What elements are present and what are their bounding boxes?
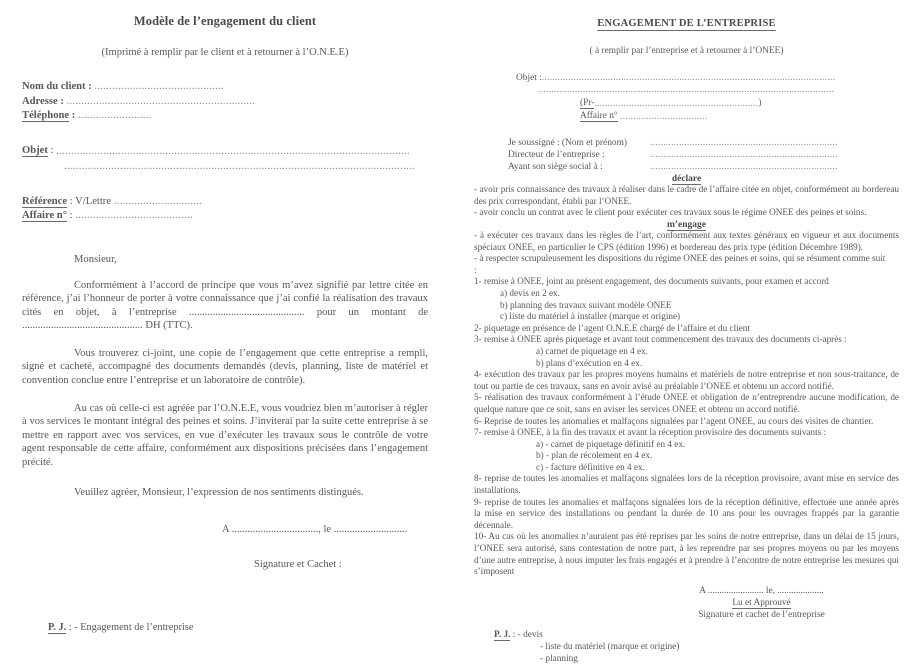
field-dots-objet-line1[interactable]: ........................................................................................................................	[56, 145, 410, 157]
pj-item-planning: - planning	[540, 653, 578, 664]
field-dots-pr[interactable]: ..............................................................	[594, 98, 759, 109]
client-engagement-column	[0, 0, 456, 645]
field-separator: :	[67, 195, 76, 207]
page-title-left: Modèle de l’engagement du client	[133, 14, 317, 28]
section-heading-declare-text: déclare	[671, 174, 702, 185]
section-heading-mengage	[474, 220, 899, 230]
body-paragraph-1: Conformément à l’accord de principe que vous m’avez signifié par lettre citée en référence, j’ai l’honneur de porter à votre connaissance que j’ai confié la réalisation des travaux cités en objet, à l’entreprise ............................................ pour un montant de .............................................. DH (TTC).	[22, 279, 428, 332]
numbered-item-3: 3- remise à ONEE après piquetage et avant tout commencement des travaux des documents ci-après :	[474, 334, 847, 345]
field-separator: :	[66, 210, 76, 221]
pj-first-line-right	[494, 629, 899, 641]
numbered-item-5: 5- réalisation des travaux conformément à l’étude ONEE et obligation de n’entreprendre aucune modification, de quelque nature que ce soit, sans en aviser les services ONEE et obtenu un accord notifié.	[474, 392, 899, 414]
field-dots-telephone[interactable]: .........................	[77, 110, 152, 121]
field-row-pr	[474, 97, 899, 110]
place-date-line-left[interactable]: A ................................., le ............................	[222, 523, 408, 535]
field-separator: :	[69, 110, 78, 121]
numbered-item-8: 8- reprise de toutes les anomalies et malfaçons signalées lors de la réception provisoire, avant mise en service des installations.	[474, 473, 899, 496]
pj-item-liste-materiel: - liste du matériel (marque et origine)	[540, 641, 680, 652]
field-row-adresse	[22, 95, 428, 110]
engage-item-2-colon: :	[474, 264, 477, 275]
field-dots-adresse[interactable]: ................................................................	[66, 95, 256, 107]
pj-block-right	[474, 629, 899, 665]
field-row-objet-right	[474, 72, 899, 84]
page-subtitle-left: (Imprimé à remplir par le client et à retourner à l’O.N.E.E)	[101, 47, 349, 58]
field-row-je-soussigne	[508, 137, 899, 149]
page-title-right-text: ENGAGEMENT DE L’ENTREPRISE	[597, 18, 776, 29]
field-row-nom-du-client	[22, 80, 428, 95]
section-heading-mengage-text: m’engage	[666, 220, 707, 231]
company-engagement-column	[456, 0, 911, 664]
field-row-objet-line2	[22, 159, 428, 174]
signature-label-left: Signature et Cachet :	[254, 558, 342, 570]
numbered-item-9: 9- reprise de toutes les anomalies et malfaçons signalées lors de la réception définitive, effectuée une année après la mise en service des installations ou pendant la durée de 10 ans pour les ouvrages frappés par la garantie décennale.	[474, 496, 899, 530]
lu-et-approuve-text: Lu et Approuvé	[732, 597, 791, 608]
field-dots-siege-social[interactable]: .......................................................................	[650, 162, 838, 173]
field-label-objet: Objet	[22, 144, 48, 156]
page-title-right	[474, 18, 899, 29]
numbered-item-1-sub-c: c) liste du matériel à installer (marque et origine)	[500, 311, 681, 322]
field-label-objet-right: Objet	[516, 73, 537, 83]
field-separator: :	[85, 81, 95, 92]
field-label-reference: Référence	[22, 195, 68, 207]
lu-et-approuve-line	[624, 597, 899, 609]
body-paragraph-3: Au cas où celle-ci est agréée par l’O.N.E.E, vous voudriez bien m’autoriser à régler à vos services le montant intégral des peines et soins. J’inviterai par la suite cette entreprise à se mettre en rapport avec vos services, en vue d’exécuter les travaux sous le contrôle de votre agent responsable de cette affaire, conformément aux dispositions précisées dans l’engagement précité.	[22, 402, 428, 469]
pj-text-right: : - devis	[510, 629, 543, 640]
section-heading-declare	[474, 174, 899, 184]
pj-label-right: P. J.	[494, 629, 511, 640]
closing-line-left: Veuillez agréer, Monsieur, l’expression de nos sentiments distingués.	[74, 486, 364, 498]
field-label-directeur: Directeur de l’entreprise :	[508, 149, 605, 160]
numbered-item-3-sub-b: b) plans d’exécution en 4 ex.	[536, 357, 643, 368]
field-label-affaire-no: Affaire n°	[22, 210, 67, 221]
numbered-item-7-sub-c: c) - facture définitive en 4 ex.	[536, 461, 645, 472]
field-row-directeur	[508, 149, 899, 161]
field-label-telephone: Téléphone	[22, 110, 70, 121]
field-row-reference	[22, 195, 428, 210]
numbered-item-6: 6- Reprise de toutes les anomalies et malfaçons signalées par l’agent ONEE, au cours des visites de chantier.	[474, 415, 874, 426]
salutation-left: Monsieur,	[74, 253, 117, 265]
field-dots-affaire-no-right[interactable]: .................................	[620, 112, 708, 123]
soussigne-block	[474, 137, 899, 174]
field-separator: :	[47, 144, 57, 156]
numbered-item-7-sub-b: b) - plan de récolement en 4 ex.	[536, 450, 653, 461]
numbered-item-1: 1- remise à ONEE, joint au présent engagement, des documents suivants, pour examen et accord	[474, 276, 829, 287]
signature-label-right: Signature et cachet de l’entreprise	[698, 609, 825, 620]
numbered-item-10: 10- Au cas où les anomalies n’auraient pas été reprises par les soins de notre entreprise, dans un délai de 15 jours, l’ONEE sera autorisé, sans contestation de notre part, à les reprendre par ses propres moyens ou par les moyens d’une autre entreprise, à nous imputer les frais engagés et à prendre à l’encontre de notre entreprise les mesures qui s’imposent	[474, 531, 899, 577]
numbered-item-2: 2- piquetage en présence de l’agent O.N.E.E chargé de l’affaire et du client	[474, 322, 750, 333]
numbered-item-7-sub-a: a) - carnet de piquetage définitif en 4 ex.	[536, 438, 686, 449]
pj-label-left: P. J.	[48, 621, 67, 633]
field-suffix-pr: )	[758, 97, 762, 108]
numbered-item-1-sub-b: b) planning des travaux suivant modèle ONEE	[500, 299, 672, 310]
field-row-siege-social	[508, 161, 899, 173]
field-row-objet-right-line2	[474, 84, 899, 96]
page-subtitle-right: ( à remplir par l’entreprise et à retourner à l’ONEE)	[589, 46, 784, 56]
numbered-item-1-sub-a: a) devis en 2 ex.	[500, 287, 560, 298]
engage-item-1: - à exécuter ces travaux dans les règles de l’art, conformément aux textes généraux en vigueur et aux documents spéciaux ONEE, en particulier le CPS (édition 1996) et bordereau des prix type (édition Décembre 1989).	[474, 230, 899, 252]
field-dots-je-soussigne[interactable]: .......................................................................	[650, 137, 838, 148]
field-dots-directeur[interactable]: .......................................................................	[650, 149, 838, 160]
numbered-item-7: 7- remise à ONEE, à la fin des travaux et avant la réception provisoire des documents suivants :	[474, 427, 827, 438]
objet-block-left	[22, 143, 428, 174]
numbered-item-4: 4- exécution des travaux par les propres moyens humains et matériels de notre entreprise et non sous-traitance, de tout ou partie de ces travaux, sans en avoir avisé au préalable l’ONEE et obtenu un accord notifié.	[474, 369, 899, 391]
field-row-telephone	[22, 109, 428, 124]
field-separator: :	[536, 73, 542, 83]
field-dots-objet-line2[interactable]: .......................................................................................................................	[64, 160, 415, 172]
place-date-line-right[interactable]: A ........................ le, ....................	[699, 585, 824, 596]
field-row-objet	[22, 143, 428, 159]
engage-item-2: - à respecter scrupuleusement les dispositions du régime ONEE des peines et soins, qui se résument comme suit	[474, 253, 886, 264]
pj-text-left: : - Engagement de l’entreprise	[66, 621, 194, 633]
field-dots-objet-right-line2[interactable]: ................................................................................................................	[538, 85, 835, 96]
field-dots-affaire-no[interactable]: ........................................	[75, 210, 194, 221]
declare-item-1: - avoir pris connaissance des travaux à réaliser dans le cadre de l’affaire citée en objet, conformément au bordereau des prix correspondant, établi par l’ONEE.	[474, 184, 899, 206]
field-label-nom-du-client: Nom du client	[22, 81, 86, 92]
reference-block-left	[22, 195, 428, 224]
body-paragraph-2: Vous trouverez ci-joint, une copie de l’engagement que cette entreprise a rempli, signé et cacheté, accompagné des documents demandés (devis, planning, liste de matériel et convention conclue entre l’entreprise et un laboratoire de contrôle).	[22, 347, 428, 387]
numbered-item-3-sub-a: a) carnet de piquetage en 4 ex.	[536, 345, 648, 356]
field-dots-objet-right-line1[interactable]: ...............................................................................................................	[541, 73, 836, 83]
field-separator: :	[57, 95, 67, 107]
client-fields	[22, 80, 428, 124]
pj-block-left	[22, 622, 428, 633]
objet-block-right	[474, 72, 899, 124]
declare-item-2: - avoir conclu un contrat avec le client pour exécuter ces travaux sous le régime ONEE des peines et soins.	[474, 207, 867, 218]
field-label-siege-social: Ayant son siège social à :	[508, 162, 603, 173]
field-row-affaire-no	[22, 209, 428, 224]
field-label-affaire-no-right: Affaire n°	[580, 111, 618, 122]
field-row-affaire-no-right	[474, 110, 899, 123]
field-dots-reference[interactable]: ..............................	[113, 195, 203, 207]
field-label-pr: (Pr-	[580, 97, 595, 108]
field-label-je-soussigne: Je soussigné : (Nom et prénom)	[508, 137, 627, 148]
field-dots-nom-du-client[interactable]: ............................................	[94, 81, 225, 92]
signature-block-right	[474, 585, 899, 621]
field-label-adresse: Adresse	[22, 95, 58, 107]
field-value-reference: V/Lettre	[75, 195, 112, 207]
